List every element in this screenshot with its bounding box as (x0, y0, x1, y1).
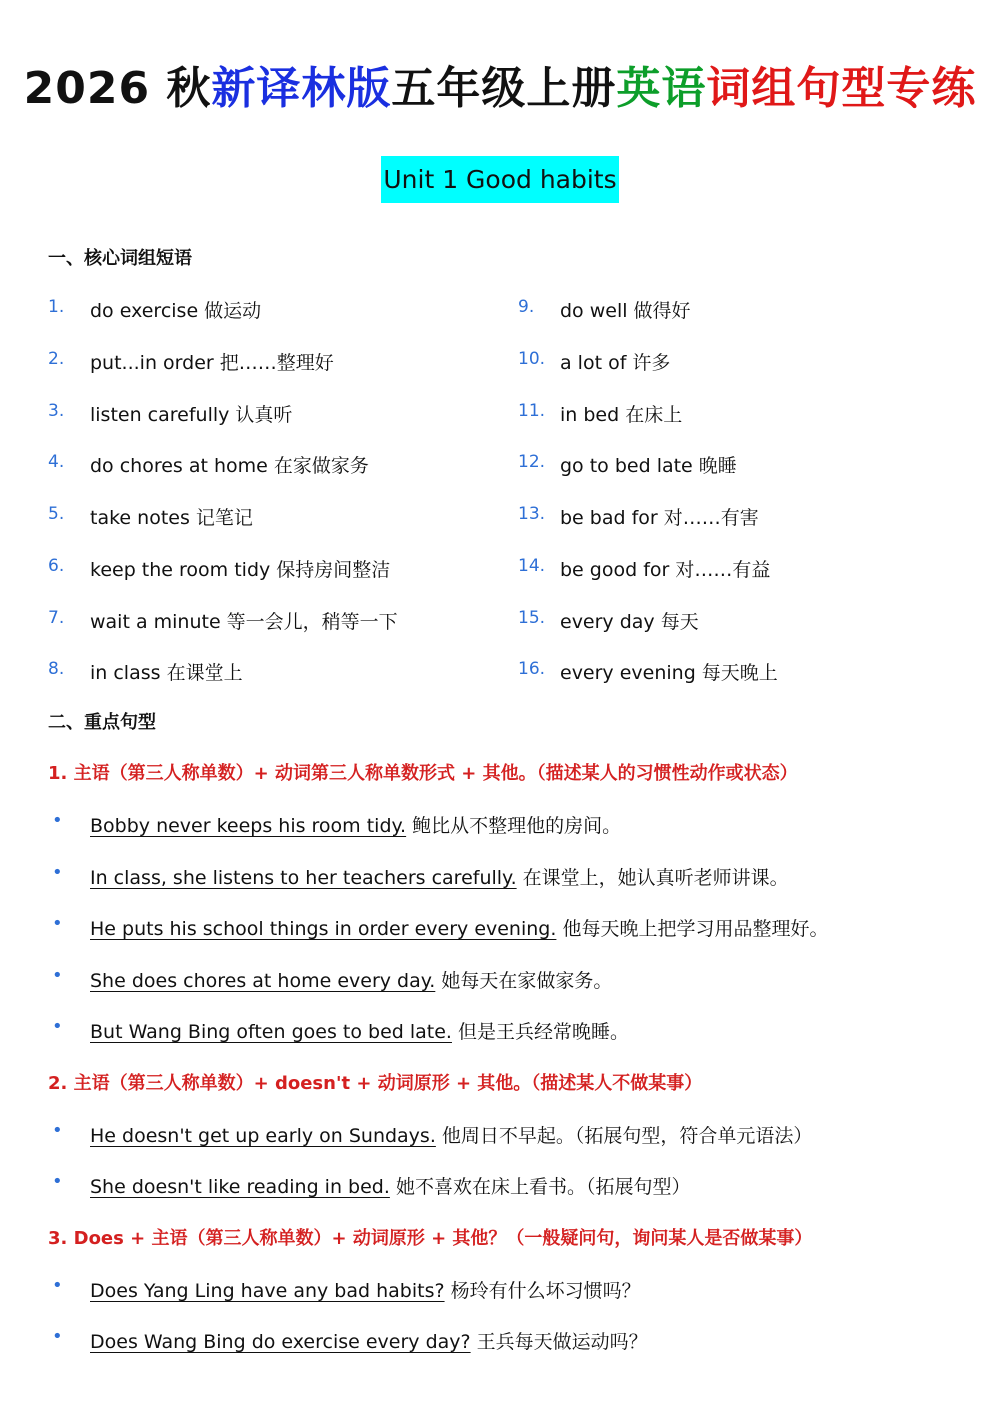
bullet-icon: • (52, 1120, 63, 1141)
vocab-number: 6. (48, 556, 65, 576)
vocab-text: take notes 记笔记 (90, 507, 253, 529)
sentence-english: Does Yang Ling have any bad habits? (90, 1280, 445, 1302)
sentence-english: Does Wang Bing do exercise every day? (90, 1331, 471, 1353)
vocab-number: 4. (48, 452, 65, 472)
vocab-text: wait a minute 等一会儿，稍等一下 (90, 611, 398, 633)
vocab-number: 3. (48, 401, 65, 421)
bullet-icon: • (52, 913, 63, 934)
section1-heading: 一、核心词组短语 (48, 248, 192, 269)
vocab-number: 2. (48, 349, 65, 369)
vocab-text: do well 做得好 (560, 300, 691, 322)
pattern-title: 1. 主语（第三人称单数）+ 动词第三人称单数形式 + 其他。（描述某人的习惯性动作或状态） (48, 763, 798, 784)
vocab-text: every evening 每天晚上 (560, 662, 778, 684)
sentence-chinese: 她不喜欢在床上看书。（拓展句型） (395, 1176, 691, 1198)
vocab-text: listen carefully 认真听 (90, 404, 293, 426)
bullet-icon: • (52, 1016, 63, 1037)
section2-heading: 二、重点句型 (48, 712, 156, 733)
vocab-text: a lot of 许多 (560, 352, 671, 374)
vocab-number: 9. (518, 297, 535, 317)
title-segment: 新译林版 (211, 63, 392, 114)
sentence-english: He doesn't get up early on Sundays. (90, 1125, 436, 1147)
bullet-icon: • (52, 810, 63, 831)
vocab-text: do chores at home 在家做家务 (90, 455, 369, 477)
vocab-text: every day 每天 (560, 611, 699, 633)
sentence-english: But Wang Bing often goes to bed late. (90, 1021, 452, 1043)
bullet-icon: • (52, 1326, 63, 1347)
title-segment: 五年级上册 (391, 63, 617, 114)
vocab-text: in class 在课堂上 (90, 662, 243, 684)
page-title (0, 52, 1000, 116)
sentence-english: He puts his school things in order every evening. (90, 918, 557, 940)
bullet-icon: • (52, 965, 63, 986)
vocab-number: 15. (518, 608, 546, 628)
bullet-icon: • (52, 1171, 63, 1192)
vocab-text: be bad for 对……有害 (560, 507, 759, 529)
vocab-number: 16. (518, 659, 546, 679)
vocab-number: 14. (518, 556, 546, 576)
bullet-icon: • (52, 1275, 63, 1296)
sentence-chinese: 在课堂上，她认真听老师讲课。 (522, 867, 789, 889)
sentence-english: In class, she listens to her teachers carefully. (90, 867, 517, 889)
vocab-number: 11. (518, 401, 546, 421)
pattern-title: 2. 主语（第三人称单数）+ doesn't + 动词原形 + 其他。（描述某人不做某事） (48, 1073, 703, 1094)
vocab-text: do exercise 做运动 (90, 300, 262, 322)
title-segment: 2026 秋 (23, 63, 212, 114)
bullet-icon: • (52, 862, 63, 883)
vocab-number: 13. (518, 504, 546, 524)
sentence-chinese: 他每天晚上把学习用品整理好。 (562, 918, 829, 940)
unit-title: Unit 1 Good habits (381, 156, 618, 203)
title-segment: 英语 (616, 63, 707, 114)
sentence-chinese: 他周日不早起。（拓展句型，符合单元语法） (441, 1125, 813, 1147)
sentence-chinese: 但是王兵经常晚睡。 (458, 1021, 630, 1043)
vocab-number: 8. (48, 659, 65, 679)
vocab-number: 12. (518, 452, 546, 472)
unit-heading-wrap (0, 156, 1000, 203)
vocab-text: be good for 对……有益 (560, 559, 771, 581)
vocab-text: keep the room tidy 保持房间整洁 (90, 559, 391, 581)
sentence-chinese: 她每天在家做家务。 (441, 970, 613, 992)
pattern-title: 3. Does + 主语（第三人称单数）+ 动词原形 + 其他？（一般疑问句，询问某人是否做某事） (48, 1228, 813, 1249)
vocab-text: go to bed late 晚睡 (560, 455, 737, 477)
vocab-number: 10. (518, 349, 546, 369)
sentence-english: She does chores at home every day. (90, 970, 436, 992)
sentence-english: Bobby never keeps his room tidy. (90, 815, 407, 837)
vocab-text: put...in order 把……整理好 (90, 352, 334, 374)
vocab-number: 5. (48, 504, 65, 524)
vocab-text: in bed 在床上 (560, 404, 683, 426)
vocab-number: 1. (48, 297, 65, 317)
title-segment: 词组句型专练 (706, 63, 977, 114)
sentence-chinese: 王兵每天做运动吗？ (476, 1331, 648, 1353)
vocab-number: 7. (48, 608, 65, 628)
sentence-chinese: 杨玲有什么坏习惯吗？ (450, 1280, 641, 1302)
sentence-english: She doesn't like reading in bed. (90, 1176, 390, 1198)
sentence-chinese: 鲍比从不整理他的房间。 (412, 815, 622, 837)
